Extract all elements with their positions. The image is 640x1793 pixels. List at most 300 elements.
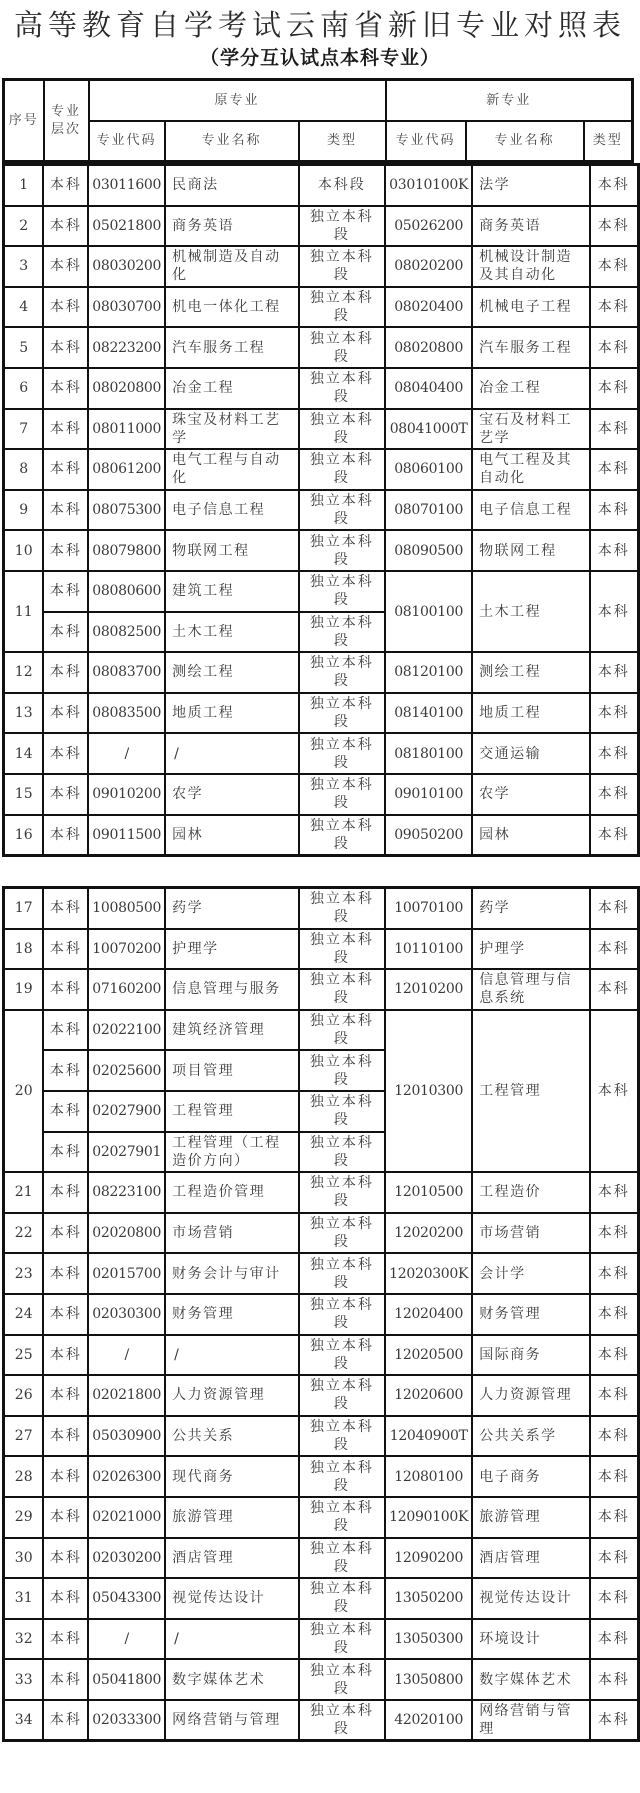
header-new-name: 专业名称 — [466, 121, 584, 162]
old-major-name: 工程管理 — [165, 1091, 298, 1132]
old-major-name: 物联网工程 — [165, 530, 298, 571]
old-major-type: 独立本科段 — [299, 1294, 386, 1335]
row-seq-number: 22 — [4, 1213, 44, 1254]
new-major-code: 42020100 — [385, 1700, 472, 1741]
old-major-type: 独立本科段 — [299, 327, 386, 368]
old-major-name: / — [165, 1335, 298, 1376]
new-major-name: 商务英语 — [472, 206, 589, 247]
table-row — [4, 1253, 639, 1294]
new-major-code: 13050200 — [385, 1578, 472, 1619]
new-major-type: 本科 — [590, 368, 639, 409]
old-major-level: 本科 — [43, 368, 88, 409]
new-major-name: 国际商务 — [472, 1335, 589, 1376]
row-seq-number: 34 — [4, 1700, 44, 1741]
table-row — [4, 1416, 639, 1457]
old-major-level: 本科 — [43, 1050, 88, 1091]
table-row — [4, 1375, 639, 1416]
new-major-type: 本科 — [590, 490, 639, 531]
new-major-code: 08120100 — [385, 652, 472, 693]
old-major-code: 09011500 — [88, 815, 165, 856]
row-seq-number: 31 — [4, 1578, 44, 1619]
new-major-name: 机械设计制造及其自动化 — [472, 246, 589, 287]
new-major-name: 数字媒体艺术 — [472, 1659, 589, 1700]
old-major-type: 独立本科段 — [299, 530, 386, 571]
old-major-type: 独立本科段 — [299, 929, 386, 970]
new-major-type: 本科 — [590, 1213, 639, 1254]
old-major-type: 独立本科段 — [299, 1132, 386, 1173]
new-major-name: 信息管理与信息系统 — [472, 969, 589, 1010]
table-row — [4, 449, 639, 490]
old-major-level: 本科 — [43, 1375, 88, 1416]
old-major-name: 公共关系 — [165, 1416, 298, 1457]
new-major-name: 土木工程 — [472, 571, 589, 652]
old-major-name: 机电一体化工程 — [165, 287, 298, 328]
row-seq-number: 26 — [4, 1375, 44, 1416]
old-major-type: 独立本科段 — [299, 1335, 386, 1376]
row-seq-number: 27 — [4, 1416, 44, 1457]
old-major-level: 本科 — [43, 1659, 88, 1700]
old-major-name: 电子信息工程 — [165, 490, 298, 531]
header-old-type: 类型 — [299, 121, 386, 162]
new-major-name: 工程造价 — [472, 1172, 589, 1213]
row-seq-number: 20 — [4, 1010, 44, 1172]
old-major-code: 08223100 — [88, 1172, 165, 1213]
document-title: 高等教育自学考试云南省新旧专业对照表 — [13, 8, 626, 42]
new-major-name: 冶金工程 — [472, 368, 589, 409]
new-major-code: 09010100 — [385, 774, 472, 815]
old-major-type: 独立本科段 — [299, 287, 386, 328]
old-major-level: 本科 — [43, 1619, 88, 1660]
new-major-code: 12020500 — [385, 1335, 472, 1376]
old-major-level: 本科 — [43, 733, 88, 774]
table-row — [4, 1497, 639, 1538]
new-major-type: 本科 — [590, 1172, 639, 1213]
old-major-type: 独立本科段 — [299, 1700, 386, 1741]
row-seq-number: 33 — [4, 1659, 44, 1700]
old-major-level: 本科 — [43, 246, 88, 287]
new-major-code: 12020200 — [385, 1213, 472, 1254]
old-major-code: 02033300 — [88, 1700, 165, 1741]
table-row — [4, 774, 639, 815]
comparison-table-body-part1 — [2, 163, 640, 857]
new-major-type: 本科 — [590, 327, 639, 368]
header-new-major-group: 新专业 — [386, 80, 633, 122]
row-seq-number: 28 — [4, 1456, 44, 1497]
new-major-name: 财务管理 — [472, 1294, 589, 1335]
old-major-code: 10080500 — [88, 888, 165, 929]
new-major-type: 本科 — [590, 530, 639, 571]
header-level: 专业层次 — [44, 80, 89, 162]
old-major-type: 独立本科段 — [299, 1172, 386, 1213]
old-major-level: 本科 — [43, 1538, 88, 1579]
old-major-code: 02030200 — [88, 1538, 165, 1579]
new-major-name: 法学 — [472, 165, 589, 206]
new-major-type: 本科 — [590, 1010, 639, 1172]
old-major-name: 民商法 — [165, 165, 298, 206]
new-major-type: 本科 — [590, 774, 639, 815]
old-major-code: 05021800 — [88, 206, 165, 247]
old-major-level: 本科 — [43, 1578, 88, 1619]
row-seq-number: 14 — [4, 733, 44, 774]
old-major-name: 现代商务 — [165, 1456, 298, 1497]
old-major-name: 建筑经济管理 — [165, 1010, 298, 1051]
new-major-code: 08020800 — [385, 327, 472, 368]
row-seq-number: 2 — [4, 206, 44, 247]
new-major-code: 12080100 — [385, 1456, 472, 1497]
old-major-level: 本科 — [43, 1010, 88, 1051]
row-seq-number: 18 — [4, 929, 44, 970]
old-major-name: 商务英语 — [165, 206, 298, 247]
table-row — [4, 1335, 639, 1376]
table-row — [4, 693, 639, 734]
table-row — [4, 287, 639, 328]
table-row — [4, 815, 639, 856]
new-major-type: 本科 — [590, 409, 639, 450]
table-row — [4, 327, 639, 368]
old-major-name: 工程管理（工程造价方向） — [165, 1132, 298, 1173]
old-major-name: 视觉传达设计 — [165, 1578, 298, 1619]
new-major-name: 物联网工程 — [472, 530, 589, 571]
old-major-name: 测绘工程 — [165, 652, 298, 693]
new-major-name: 工程管理 — [472, 1010, 589, 1172]
table-row — [4, 1010, 639, 1051]
table-row — [4, 1659, 639, 1700]
new-major-code: 12010200 — [385, 969, 472, 1010]
old-major-level: 本科 — [43, 1091, 88, 1132]
table-body — [4, 165, 639, 856]
comparison-table-header — [2, 78, 634, 163]
old-major-type: 独立本科段 — [299, 1010, 386, 1051]
old-major-name: 药学 — [165, 888, 298, 929]
old-major-code: 09010200 — [88, 774, 165, 815]
row-seq-number: 30 — [4, 1538, 44, 1579]
new-major-type: 本科 — [590, 1253, 639, 1294]
new-major-name: 人力资源管理 — [472, 1375, 589, 1416]
new-major-type: 本科 — [590, 1416, 639, 1457]
table-row — [4, 206, 639, 247]
new-major-type: 本科 — [590, 733, 639, 774]
new-major-type: 本科 — [590, 1538, 639, 1579]
old-major-code: 02025600 — [88, 1050, 165, 1091]
new-major-name: 会计学 — [472, 1253, 589, 1294]
table-row — [4, 1294, 639, 1335]
new-major-code: 12020600 — [385, 1375, 472, 1416]
old-major-level: 本科 — [43, 929, 88, 970]
old-major-code: 02027901 — [88, 1132, 165, 1173]
table-row — [4, 246, 639, 287]
old-major-code: / — [88, 1335, 165, 1376]
old-major-name: / — [165, 1619, 298, 1660]
old-major-level: 本科 — [43, 652, 88, 693]
old-major-level: 本科 — [43, 888, 88, 929]
new-major-name: 市场营销 — [472, 1213, 589, 1254]
table-row — [4, 1172, 639, 1213]
old-major-code: 02022100 — [88, 1010, 165, 1051]
row-seq-number: 4 — [4, 287, 44, 328]
row-seq-number: 12 — [4, 652, 44, 693]
old-major-name: 土木工程 — [165, 612, 298, 653]
old-major-code: 08223200 — [88, 327, 165, 368]
old-major-type: 独立本科段 — [299, 368, 386, 409]
old-major-code: 08061200 — [88, 449, 165, 490]
new-major-code: 12020300K — [385, 1253, 472, 1294]
row-seq-number: 11 — [4, 571, 44, 652]
table-row — [4, 490, 639, 531]
old-major-name: 数字媒体艺术 — [165, 1659, 298, 1700]
old-major-name: 汽车服务工程 — [165, 327, 298, 368]
old-major-type: 独立本科段 — [299, 206, 386, 247]
old-major-level: 本科 — [43, 287, 88, 328]
old-major-name: 农学 — [165, 774, 298, 815]
old-major-level: 本科 — [43, 1416, 88, 1457]
new-major-code: 08180100 — [385, 733, 472, 774]
table-row — [4, 409, 639, 450]
new-major-name: 药学 — [472, 888, 589, 929]
new-major-code: 13050800 — [385, 1659, 472, 1700]
table-row — [4, 1619, 639, 1660]
header-old-code: 专业代码 — [89, 121, 165, 162]
old-major-type: 独立本科段 — [299, 1375, 386, 1416]
old-major-code: / — [88, 1619, 165, 1660]
new-major-code: 08100100 — [385, 571, 472, 652]
new-major-name: 护理学 — [472, 929, 589, 970]
table-row — [4, 969, 639, 1010]
new-major-name: 公共关系学 — [472, 1416, 589, 1457]
table-row — [4, 1456, 639, 1497]
header-seq: 序号 — [4, 80, 44, 162]
row-seq-number: 13 — [4, 693, 44, 734]
old-major-code: / — [88, 733, 165, 774]
old-major-code: 08083500 — [88, 693, 165, 734]
old-major-code: 05030900 — [88, 1416, 165, 1457]
old-major-code: 08082500 — [88, 612, 165, 653]
new-major-code: 12010500 — [385, 1172, 472, 1213]
new-major-type: 本科 — [590, 1294, 639, 1335]
old-major-level: 本科 — [43, 1172, 88, 1213]
header-new-type: 类型 — [584, 121, 633, 162]
old-major-code: 07160200 — [88, 969, 165, 1010]
row-seq-number: 9 — [4, 490, 44, 531]
new-major-type: 本科 — [590, 1456, 639, 1497]
new-major-type: 本科 — [590, 1619, 639, 1660]
new-major-name: 农学 — [472, 774, 589, 815]
table-row — [4, 530, 639, 571]
row-seq-number: 29 — [4, 1497, 44, 1538]
old-major-level: 本科 — [43, 1335, 88, 1376]
old-major-code: 08075300 — [88, 490, 165, 531]
new-major-name: 汽车服务工程 — [472, 327, 589, 368]
new-major-name: 网络营销与管理 — [472, 1700, 589, 1741]
new-major-type: 本科 — [590, 1700, 639, 1741]
row-seq-number: 21 — [4, 1172, 44, 1213]
table-row — [4, 1538, 639, 1579]
old-major-type: 独立本科段 — [299, 409, 386, 450]
old-major-type: 独立本科段 — [299, 888, 386, 929]
old-major-name: 信息管理与服务 — [165, 969, 298, 1010]
old-major-code: 02030300 — [88, 1294, 165, 1335]
new-major-type: 本科 — [590, 815, 639, 856]
old-major-level: 本科 — [43, 612, 88, 653]
table-row — [4, 888, 639, 929]
old-major-level: 本科 — [43, 327, 88, 368]
table-row — [4, 652, 639, 693]
old-major-type: 独立本科段 — [299, 571, 386, 612]
new-major-name: 园林 — [472, 815, 589, 856]
new-major-code: 12090100K — [385, 1497, 472, 1538]
old-major-level: 本科 — [43, 1456, 88, 1497]
new-major-code: 12090200 — [385, 1538, 472, 1579]
old-major-level: 本科 — [43, 449, 88, 490]
new-major-type: 本科 — [590, 1659, 639, 1700]
old-major-level: 本科 — [43, 1700, 88, 1741]
old-major-type: 独立本科段 — [299, 1213, 386, 1254]
old-major-code: 08083700 — [88, 652, 165, 693]
new-major-type: 本科 — [590, 246, 639, 287]
new-major-type: 本科 — [590, 571, 639, 652]
new-major-code: 08070100 — [385, 490, 472, 531]
new-major-code: 08060100 — [385, 449, 472, 490]
old-major-code: 05041800 — [88, 1659, 165, 1700]
old-major-level: 本科 — [43, 165, 88, 206]
old-major-type: 独立本科段 — [299, 652, 386, 693]
new-major-type: 本科 — [590, 693, 639, 734]
new-major-code: 08140100 — [385, 693, 472, 734]
old-major-code: 03011600 — [88, 165, 165, 206]
old-major-type: 独立本科段 — [299, 1538, 386, 1579]
old-major-name: 旅游管理 — [165, 1497, 298, 1538]
old-major-type: 独立本科段 — [299, 815, 386, 856]
old-major-type: 独立本科段 — [299, 612, 386, 653]
old-major-code: 08020800 — [88, 368, 165, 409]
new-major-type: 本科 — [590, 206, 639, 247]
old-major-name: 护理学 — [165, 929, 298, 970]
old-major-code: 02026300 — [88, 1456, 165, 1497]
old-major-type: 独立本科段 — [299, 490, 386, 531]
old-major-level: 本科 — [43, 774, 88, 815]
old-major-name: 项目管理 — [165, 1050, 298, 1091]
row-seq-number: 10 — [4, 530, 44, 571]
table-row — [4, 1700, 639, 1741]
old-major-name: 建筑工程 — [165, 571, 298, 612]
header-old-name: 专业名称 — [165, 121, 299, 162]
row-seq-number: 6 — [4, 368, 44, 409]
old-major-type: 独立本科段 — [299, 1253, 386, 1294]
comparison-table-body-part2 — [2, 886, 640, 1742]
table-body — [4, 888, 639, 1741]
new-major-code: 08020200 — [385, 246, 472, 287]
old-major-type: 独立本科段 — [299, 1050, 386, 1091]
new-major-type: 本科 — [590, 449, 639, 490]
row-seq-number: 19 — [4, 969, 44, 1010]
new-major-code: 12010300 — [385, 1010, 472, 1172]
old-major-type: 独立本科段 — [299, 1416, 386, 1457]
old-major-name: 网络营销与管理 — [165, 1700, 298, 1741]
old-major-type: 独立本科段 — [299, 1091, 386, 1132]
table-row — [4, 368, 639, 409]
new-major-type: 本科 — [590, 652, 639, 693]
old-major-name: 市场营销 — [165, 1213, 298, 1254]
new-major-code: 13050300 — [385, 1619, 472, 1660]
old-major-level: 本科 — [43, 1497, 88, 1538]
old-major-name: 财务管理 — [165, 1294, 298, 1335]
old-major-level: 本科 — [43, 490, 88, 531]
new-major-name: 宝石及材料工艺学 — [472, 409, 589, 450]
old-major-code: 05043300 — [88, 1578, 165, 1619]
old-major-code: 08079800 — [88, 530, 165, 571]
old-major-name: 机械制造及自动化 — [165, 246, 298, 287]
table-row — [4, 1578, 639, 1619]
old-major-name: 珠宝及材料工艺学 — [165, 409, 298, 450]
new-major-code: 05026200 — [385, 206, 472, 247]
old-major-name: 冶金工程 — [165, 368, 298, 409]
old-major-level: 本科 — [43, 571, 88, 612]
old-major-code: 08030700 — [88, 287, 165, 328]
new-major-code: 10070100 — [385, 888, 472, 929]
old-major-type: 独立本科段 — [299, 969, 386, 1010]
old-major-code: 08080600 — [88, 571, 165, 612]
old-major-level: 本科 — [43, 409, 88, 450]
old-major-code: 02021800 — [88, 1375, 165, 1416]
row-seq-number: 15 — [4, 774, 44, 815]
row-seq-number: 3 — [4, 246, 44, 287]
old-major-type: 独立本科段 — [299, 1659, 386, 1700]
row-seq-number: 16 — [4, 815, 44, 856]
row-seq-number: 8 — [4, 449, 44, 490]
old-major-code: 02027900 — [88, 1091, 165, 1132]
new-major-name: 测绘工程 — [472, 652, 589, 693]
new-major-type: 本科 — [590, 1578, 639, 1619]
table-row — [4, 571, 639, 612]
old-major-level: 本科 — [43, 1253, 88, 1294]
old-major-level: 本科 — [43, 693, 88, 734]
old-major-type: 独立本科段 — [299, 449, 386, 490]
row-seq-number: 23 — [4, 1253, 44, 1294]
document-subtitle: （学分互认试点本科专业） — [199, 47, 440, 69]
old-major-name: 酒店管理 — [165, 1538, 298, 1579]
old-major-type: 独立本科段 — [299, 774, 386, 815]
row-seq-number: 24 — [4, 1294, 44, 1335]
new-major-type: 本科 — [590, 287, 639, 328]
new-major-code: 08041000T — [385, 409, 472, 450]
new-major-name: 电气工程及其自动化 — [472, 449, 589, 490]
new-major-code: 08040400 — [385, 368, 472, 409]
old-major-type: 独立本科段 — [299, 1497, 386, 1538]
old-major-code: 10070200 — [88, 929, 165, 970]
old-major-level: 本科 — [43, 1213, 88, 1254]
new-major-type: 本科 — [590, 929, 639, 970]
old-major-code: 08030200 — [88, 246, 165, 287]
new-major-type: 本科 — [590, 165, 639, 206]
new-major-name: 机械电子工程 — [472, 287, 589, 328]
new-major-code: 08020400 — [385, 287, 472, 328]
old-major-type: 独立本科段 — [299, 1578, 386, 1619]
new-major-name: 旅游管理 — [472, 1497, 589, 1538]
old-major-code: 02020800 — [88, 1213, 165, 1254]
new-major-type: 本科 — [590, 1497, 639, 1538]
old-major-name: 电气工程与自动化 — [165, 449, 298, 490]
old-major-code: 08011000 — [88, 409, 165, 450]
old-major-level: 本科 — [43, 969, 88, 1010]
old-major-level: 本科 — [43, 206, 88, 247]
table-row — [4, 733, 639, 774]
new-major-name: 地质工程 — [472, 693, 589, 734]
row-seq-number: 7 — [4, 409, 44, 450]
new-major-name: 电子商务 — [472, 1456, 589, 1497]
old-major-level: 本科 — [43, 815, 88, 856]
old-major-type: 独立本科段 — [299, 1619, 386, 1660]
old-major-name: 人力资源管理 — [165, 1375, 298, 1416]
header-old-major-group: 原专业 — [89, 80, 386, 122]
